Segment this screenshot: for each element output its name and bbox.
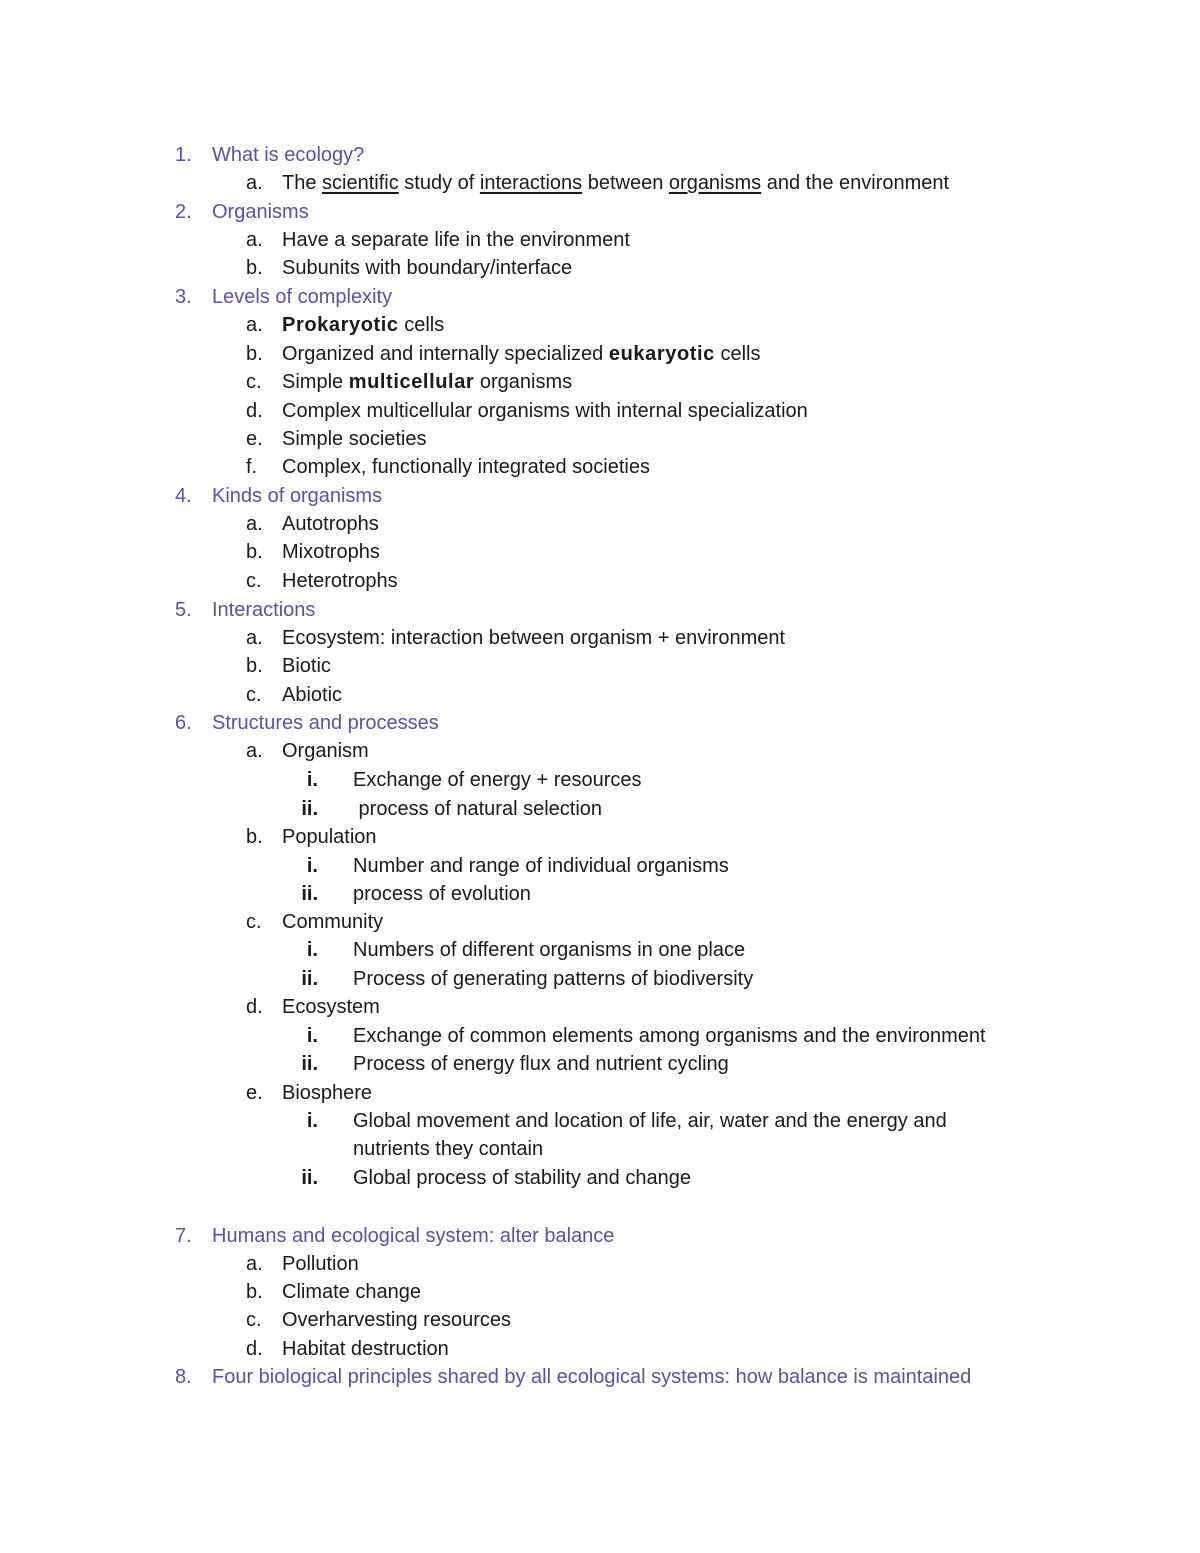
sub-item-text: Organism xyxy=(282,740,369,762)
underlined-term: organisms xyxy=(668,172,762,194)
sub-item-letter: e. xyxy=(246,428,263,450)
sub-item-letter: f. xyxy=(246,456,258,478)
sub-sub-item-numeral: ii. xyxy=(301,1167,318,1189)
sub-item-letter: b. xyxy=(246,257,263,279)
item-title: Kinds of organisms xyxy=(212,485,383,507)
sub-item-letter: e. xyxy=(246,1082,263,1104)
sub-sub-item-text: Number and range of individual organisms xyxy=(353,855,729,877)
bold-term: eukaryotic xyxy=(608,343,715,365)
sub-item-text: Simple multicellular organisms xyxy=(282,371,573,393)
sub-sub-item-numeral: i. xyxy=(306,939,318,961)
bold-term: multicellular xyxy=(348,371,475,393)
sub-item-letter: b. xyxy=(246,655,263,677)
sub-sub-item-numeral: ii. xyxy=(301,883,318,905)
item-title: Levels of complexity xyxy=(212,286,393,308)
item-number: 7. xyxy=(175,1225,192,1247)
sub-sub-item-numeral: i. xyxy=(306,1110,318,1132)
sub-item-text: Complex, functionally integrated societies xyxy=(282,456,650,478)
sub-sub-item-text: Exchange of common elements among organisms and the environment xyxy=(353,1025,986,1047)
sub-sub-item-text: Global process of stability and change xyxy=(353,1167,691,1189)
item-title: Interactions xyxy=(212,599,316,621)
item-number: 4. xyxy=(175,485,192,507)
sub-item-letter: b. xyxy=(246,826,263,848)
sub-item-text: Ecosystem xyxy=(282,996,380,1018)
sub-item-letter: d. xyxy=(246,1338,263,1360)
sub-item-letter: a. xyxy=(246,229,263,251)
sub-sub-item-text: Exchange of energy + resources xyxy=(353,769,642,791)
sub-item-letter: a. xyxy=(246,740,263,762)
sub-item-text: Have a separate life in the environment xyxy=(282,229,630,251)
item-title: What is ecology? xyxy=(212,144,365,166)
underlined-term: interactions xyxy=(479,172,583,194)
sub-sub-item-numeral: i. xyxy=(306,855,318,877)
sub-sub-item-numeral: i. xyxy=(306,769,318,791)
sub-item-letter: a. xyxy=(246,314,263,336)
sub-sub-item-text: Numbers of different organisms in one place xyxy=(353,939,746,961)
item-title: Four biological principles shared by all ecological systems: how balance is maintained xyxy=(212,1366,972,1388)
sub-item-text: Abiotic xyxy=(282,684,343,706)
sub-item-letter: c. xyxy=(246,911,262,933)
sub-item-letter: a. xyxy=(246,172,263,194)
item-number: 5. xyxy=(175,599,192,621)
sub-item-letter: d. xyxy=(246,996,263,1018)
sub-item-text: Community xyxy=(282,911,384,933)
sub-item-letter: c. xyxy=(246,371,262,393)
item-number: 3. xyxy=(175,286,192,308)
sub-item-text: Organized and internally specialized eukaryotic cells xyxy=(282,343,761,365)
sub-item-text: Biosphere xyxy=(282,1082,373,1104)
sub-item-text: Pollution xyxy=(282,1253,359,1275)
sub-item-letter: c. xyxy=(246,684,262,706)
sub-item-text: Overharvesting resources xyxy=(282,1309,511,1331)
sub-item-letter: c. xyxy=(246,1309,262,1331)
sub-sub-item-text: Process of generating patterns of biodiversity xyxy=(353,968,754,990)
sub-sub-item-text: process of natural selection xyxy=(353,798,603,820)
sub-item-letter: b. xyxy=(246,1281,263,1303)
sub-sub-item-numeral: i. xyxy=(306,1025,318,1047)
sub-item-text: Prokaryotic cells xyxy=(282,314,445,336)
sub-item-text: Complex multicellular organisms with internal specialization xyxy=(282,400,808,422)
item-number: 2. xyxy=(175,201,192,223)
sub-item-text: Heterotrophs xyxy=(282,570,398,592)
sub-item-letter: b. xyxy=(246,343,263,365)
item-number: 6. xyxy=(175,712,192,734)
sub-item-letter: d. xyxy=(246,400,263,422)
sub-item-text: Autotrophs xyxy=(282,513,379,535)
sub-item-text: Habitat destruction xyxy=(282,1338,449,1360)
sub-sub-item-text: process of evolution xyxy=(353,883,531,905)
underlined-term: scientific xyxy=(322,172,399,194)
sub-item-letter: c. xyxy=(246,570,262,592)
sub-sub-item-numeral: ii. xyxy=(301,1053,318,1075)
sub-item-text: Mixotrophs xyxy=(282,541,380,563)
sub-item-text: The scientific study of interactions between organisms and the environment xyxy=(282,172,950,194)
item-number: 1. xyxy=(175,144,192,166)
sub-item-letter: a. xyxy=(246,1253,263,1275)
sub-item-text: Biotic xyxy=(282,655,331,677)
sub-sub-item-numeral: ii. xyxy=(301,798,318,820)
item-title: Structures and processes xyxy=(212,712,439,734)
item-title: Humans and ecological system: alter balance xyxy=(212,1225,615,1247)
sub-item-text: Climate change xyxy=(282,1281,421,1303)
sub-item-letter: a. xyxy=(246,513,263,535)
sub-item-letter: b. xyxy=(246,541,263,563)
bold-term: Prokaryotic xyxy=(282,314,399,336)
sub-item-text: Subunits with boundary/interface xyxy=(282,257,573,279)
sub-sub-item-numeral: ii. xyxy=(301,968,318,990)
sub-item-text: Ecosystem: interaction between organism + environment xyxy=(282,627,786,649)
item-title: Organisms xyxy=(212,201,309,223)
sub-sub-item-text: Global movement and location of life, air, water and the energy and xyxy=(353,1110,947,1132)
item-number: 8. xyxy=(175,1366,192,1388)
sub-sub-item-text: Process of energy flux and nutrient cycling xyxy=(353,1053,729,1075)
sub-item-text: Population xyxy=(282,826,377,848)
sub-item-text: Simple societies xyxy=(282,428,427,450)
sub-sub-item-text: nutrients they contain xyxy=(353,1138,544,1160)
sub-item-letter: a. xyxy=(246,627,263,649)
